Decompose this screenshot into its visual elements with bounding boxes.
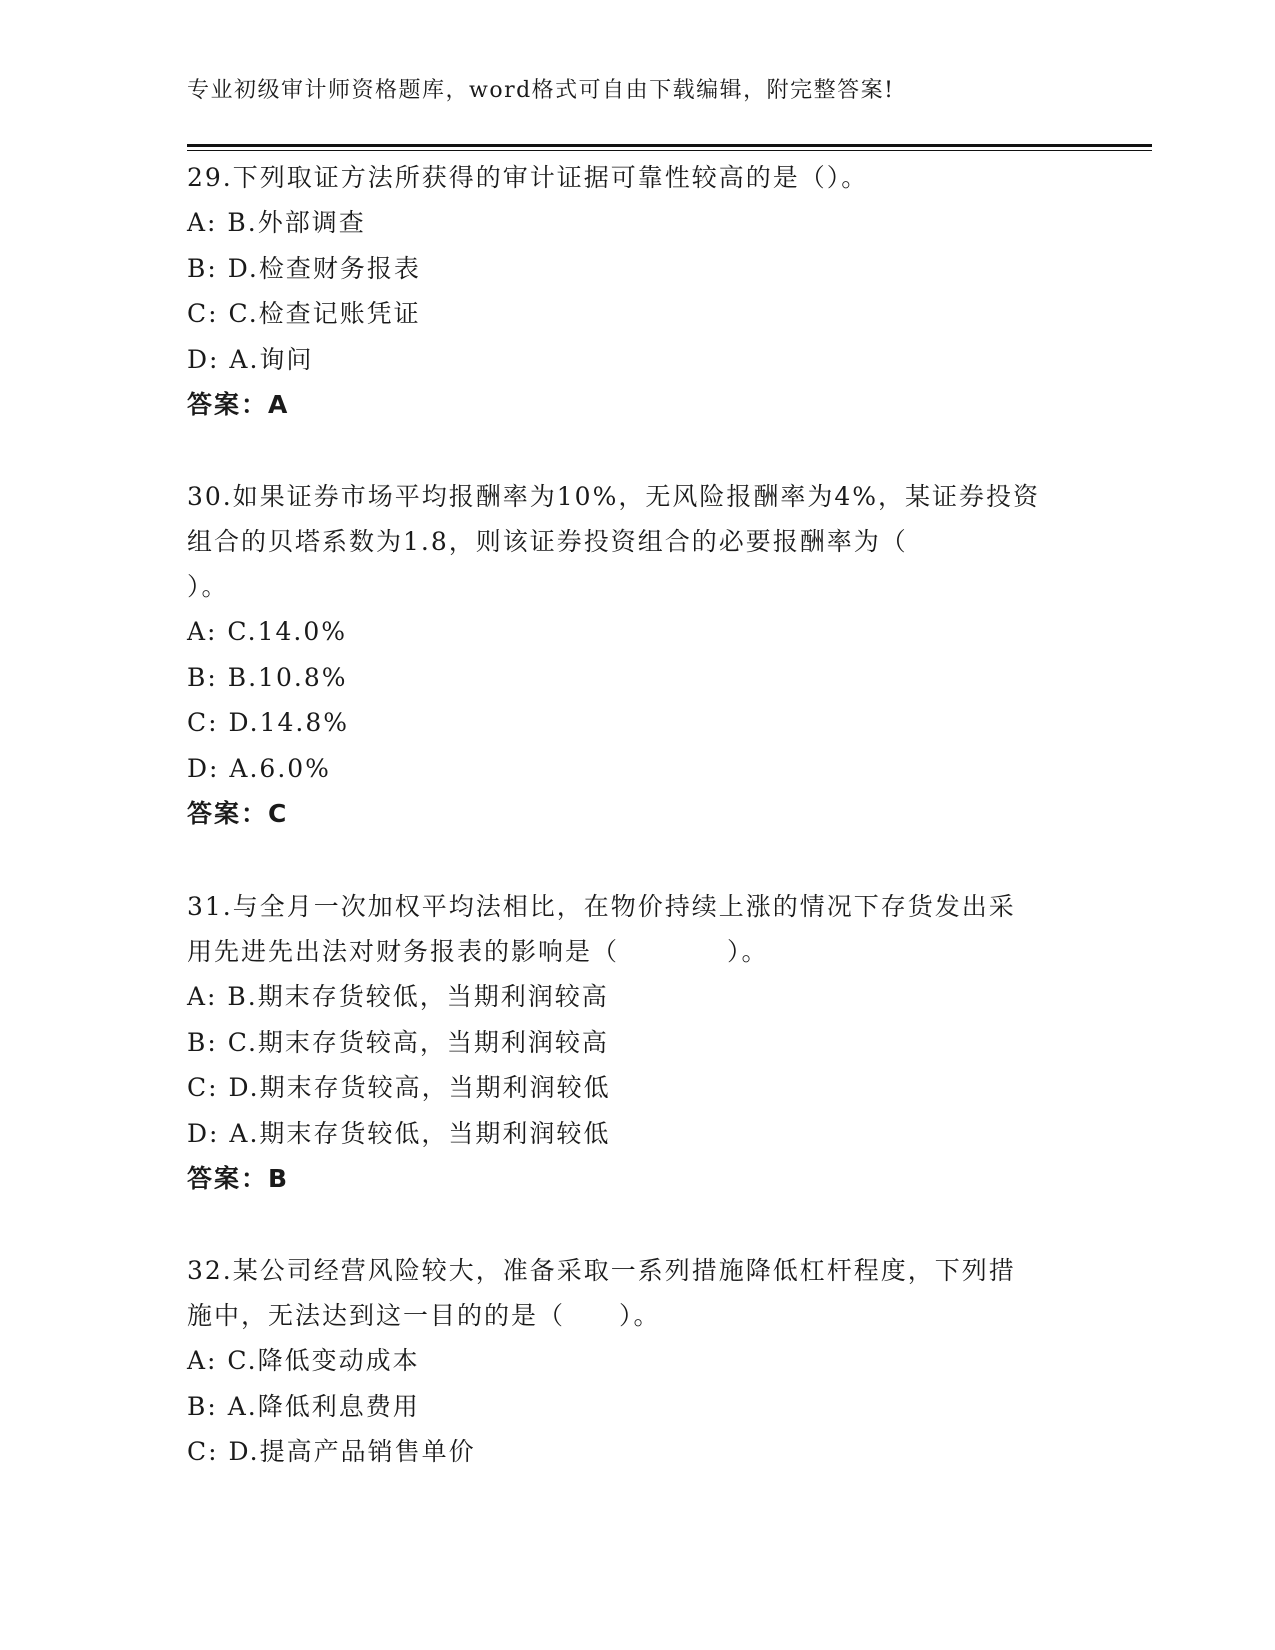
option-b: B: C.期末存货较高，当期利润较高 [187, 1027, 609, 1057]
answer: 答案：C [187, 799, 289, 828]
option-a: A: C.降低变动成本 [187, 1346, 420, 1375]
option-b: B: B.10.8% [187, 662, 348, 692]
option-c: C: D.提高产品销售单价 [187, 1437, 476, 1466]
header-divider-thin [187, 150, 1152, 151]
question-stem: 29.下列取证方法所获得的审计证据可靠性较高的是（）。 [187, 163, 869, 192]
option-b: B: A.降低利息费用 [187, 1391, 420, 1421]
question-stem-line: ）。 [187, 572, 229, 601]
question-stem-line: 施中，无法达到这一目的的是（ ）。 [187, 1301, 661, 1330]
option-d: D: A.询问 [187, 344, 314, 374]
option-d: D: A.期末存货较低，当期利润较低 [187, 1118, 611, 1148]
question-31 [187, 884, 1087, 1202]
answer: 答案：B [187, 1164, 290, 1193]
page-header: 专业初级审计师资格题库，word格式可自由下载编辑，附完整答案! [187, 78, 895, 103]
option-b: B: D.检查财务报表 [187, 253, 421, 283]
question-stem-line: 31.与全月一次加权平均法相比，在物价持续上涨的情况下存货发出采 [187, 892, 1016, 921]
question-stem-line: 组合的贝塔系数为1.8，则该证券投资组合的必要报酬率为（ [187, 527, 908, 556]
option-a: A: C.14.0% [187, 617, 348, 646]
option-d: D: A.6.0% [187, 753, 331, 783]
question-29 [187, 155, 1087, 428]
question-32 [187, 1248, 1087, 1475]
answer: 答案：A [187, 390, 290, 419]
option-a: A: B.期末存货较低，当期利润较高 [187, 982, 609, 1011]
option-c: C: D.14.8% [187, 708, 350, 737]
option-c: C: C.检查记账凭证 [187, 299, 421, 328]
question-30 [187, 474, 1087, 837]
option-c: C: D.期末存货较高，当期利润较低 [187, 1073, 611, 1102]
question-stem-line: 32.某公司经营风险较大，准备采取一系列措施降低杠杆程度，下列措 [187, 1256, 1016, 1285]
header-divider-thick [187, 144, 1152, 147]
question-stem-line: 30.如果证券市场平均报酬率为10%，无风险报酬率为4%，某证券投资 [187, 482, 1040, 511]
question-stem-line: 用先进先出法对财务报表的影响是（ ）。 [187, 937, 769, 966]
option-a: A: B.外部调查 [187, 208, 366, 237]
